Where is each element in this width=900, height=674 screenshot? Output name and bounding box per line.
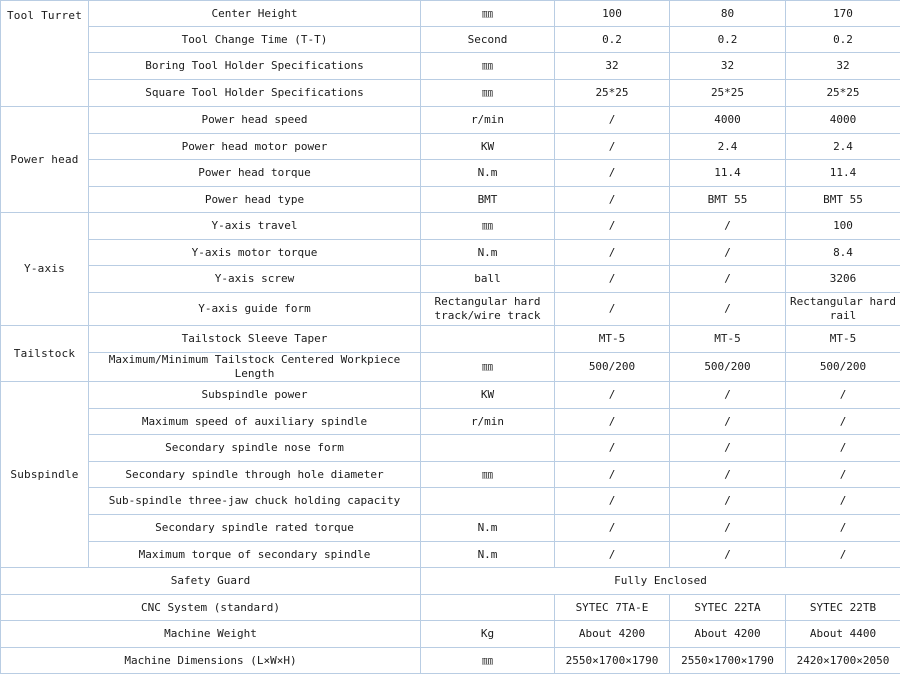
spec-value-1: /	[555, 462, 670, 488]
spec-unit: N.m	[421, 542, 555, 568]
spec-value-3: 8.4	[786, 240, 900, 266]
spec-value-2: /	[670, 542, 786, 568]
table-row	[1, 80, 900, 107]
spec-value-3: 11.4	[786, 160, 900, 187]
spec-unit: N.m	[421, 515, 555, 542]
spec-value-3: 25*25	[786, 80, 900, 107]
spec-value-2: 4000	[670, 107, 786, 134]
spec-unit: Kg	[421, 621, 555, 648]
spec-item: Y-axis screw	[89, 266, 421, 293]
spec-unit: KW	[421, 382, 555, 409]
table-row	[1, 515, 900, 542]
spec-value-3: /	[786, 542, 900, 568]
spec-unit: ball	[421, 266, 555, 293]
spec-value-2: /	[670, 435, 786, 462]
spec-unit: ㎜	[421, 53, 555, 80]
spec-value-2: 2550×1700×1790	[670, 648, 786, 674]
spec-value-1: /	[555, 160, 670, 187]
spec-value-1: /	[555, 409, 670, 435]
spec-value-3: 100	[786, 213, 900, 240]
spec-value-1: /	[555, 107, 670, 134]
spec-item: Sub-spindle three-jaw chuck holding capacity	[89, 488, 421, 515]
table-row	[1, 409, 900, 435]
group-subspindle: Subspindle	[1, 382, 89, 568]
table-row	[1, 648, 900, 674]
spec-value-2: BMT 55	[670, 187, 786, 213]
spec-value-2: /	[670, 266, 786, 293]
spec-value-2: /	[670, 213, 786, 240]
group-tailstock: Tailstock	[1, 326, 89, 382]
spec-value-1: /	[555, 515, 670, 542]
table-row	[1, 240, 900, 266]
spec-value-1: 100	[555, 1, 670, 27]
spec-item: Safety Guard	[1, 568, 421, 595]
spec-value-2: /	[670, 240, 786, 266]
spec-value-1: /	[555, 435, 670, 462]
spec-value-1: /	[555, 488, 670, 515]
spec-item: Power head torque	[89, 160, 421, 187]
spec-value-1: /	[555, 382, 670, 409]
table-row	[1, 160, 900, 187]
spec-item: Power head motor power	[89, 134, 421, 160]
spec-value-2: SYTEC 22TA	[670, 595, 786, 621]
spec-value-3: /	[786, 488, 900, 515]
table-row	[1, 266, 900, 293]
spec-value-1: /	[555, 134, 670, 160]
table-row	[1, 595, 900, 621]
spec-value-3: BMT 55	[786, 187, 900, 213]
spec-value-1: 2550×1700×1790	[555, 648, 670, 674]
spec-item: CNC System (standard)	[1, 595, 421, 621]
spec-value-3: 2.4	[786, 134, 900, 160]
spec-item: Subspindle power	[89, 382, 421, 409]
spec-value-3: MT-5	[786, 326, 900, 353]
spec-unit: Rectangular hard track/wire track	[421, 293, 555, 326]
spec-value-merged: Fully Enclosed	[421, 568, 900, 595]
spec-item: Maximum torque of secondary spindle	[89, 542, 421, 568]
spec-value-2: /	[670, 462, 786, 488]
spec-item: Maximum/Minimum Tailstock Centered Workpiece Length	[89, 353, 421, 382]
table-row	[1, 435, 900, 462]
spec-value-3: 4000	[786, 107, 900, 134]
spec-item: Boring Tool Holder Specifications	[89, 53, 421, 80]
table-row	[1, 107, 900, 134]
table-row	[1, 621, 900, 648]
spec-value-2: 11.4	[670, 160, 786, 187]
spec-unit	[421, 488, 555, 515]
table-row	[1, 542, 900, 568]
group-y-axis: Y-axis	[1, 213, 89, 326]
spec-value-1: 32	[555, 53, 670, 80]
spec-item: Tailstock Sleeve Taper	[89, 326, 421, 353]
spec-item: Machine Weight	[1, 621, 421, 648]
spec-value-1: MT-5	[555, 326, 670, 353]
spec-value-2: 80	[670, 1, 786, 27]
spec-unit: ㎜	[421, 80, 555, 107]
spec-unit: ㎜	[421, 462, 555, 488]
spec-unit: Second	[421, 27, 555, 53]
spec-item: Center Height	[89, 1, 421, 27]
spec-value-3: SYTEC 22TB	[786, 595, 900, 621]
spec-unit	[421, 595, 555, 621]
spec-item: Y-axis motor torque	[89, 240, 421, 266]
spec-unit: N.m	[421, 160, 555, 187]
spec-value-2: /	[670, 293, 786, 326]
spec-value-1: /	[555, 266, 670, 293]
spec-value-2: MT-5	[670, 326, 786, 353]
spec-unit: ㎜	[421, 213, 555, 240]
spec-item: Maximum speed of auxiliary spindle	[89, 409, 421, 435]
table-row	[1, 53, 900, 80]
spec-value-1: /	[555, 240, 670, 266]
spec-value-3: /	[786, 409, 900, 435]
spec-value-1: About 4200	[555, 621, 670, 648]
spec-value-3: 500/200	[786, 353, 900, 382]
group-tool-turret: Tool Turret	[1, 1, 89, 107]
table-row	[1, 293, 900, 326]
spec-item: Secondary spindle rated torque	[89, 515, 421, 542]
table-row	[1, 488, 900, 515]
spec-value-1: /	[555, 293, 670, 326]
spec-value-2: /	[670, 488, 786, 515]
spec-item: Secondary spindle nose form	[89, 435, 421, 462]
spec-value-3: 3206	[786, 266, 900, 293]
spec-value-2: 2.4	[670, 134, 786, 160]
spec-value-2: 25*25	[670, 80, 786, 107]
spec-unit: KW	[421, 134, 555, 160]
spec-item: Square Tool Holder Specifications	[89, 80, 421, 107]
spec-item: Machine Dimensions (L×W×H)	[1, 648, 421, 674]
spec-value-1: 25*25	[555, 80, 670, 107]
spec-value-2: /	[670, 382, 786, 409]
spec-value-3: /	[786, 382, 900, 409]
spec-value-2: 32	[670, 53, 786, 80]
table-row	[1, 134, 900, 160]
spec-item: Secondary spindle through hole diameter	[89, 462, 421, 488]
spec-unit: r/min	[421, 107, 555, 134]
spec-value-2: 500/200	[670, 353, 786, 382]
spec-value-2: /	[670, 409, 786, 435]
spec-value-3: /	[786, 515, 900, 542]
table-row	[1, 326, 900, 353]
spec-unit	[421, 326, 555, 353]
spec-item: Y-axis guide form	[89, 293, 421, 326]
spec-value-1: SYTEC 7TA-E	[555, 595, 670, 621]
spec-value-1: 500/200	[555, 353, 670, 382]
spec-value-2: About 4200	[670, 621, 786, 648]
spec-value-1: 0.2	[555, 27, 670, 53]
table-row	[1, 187, 900, 213]
spec-value-3: 32	[786, 53, 900, 80]
spec-item: Power head type	[89, 187, 421, 213]
spec-value-3: 0.2	[786, 27, 900, 53]
spec-unit: ㎜	[421, 353, 555, 382]
spec-unit: BMT	[421, 187, 555, 213]
table-row	[1, 568, 900, 595]
table-row	[1, 1, 900, 27]
spec-item: Power head speed	[89, 107, 421, 134]
table-row	[1, 213, 900, 240]
spec-unit: ㎜	[421, 648, 555, 674]
spec-item: Tool Change Time (T-T)	[89, 27, 421, 53]
spec-value-3: /	[786, 462, 900, 488]
spec-value-1: /	[555, 542, 670, 568]
spec-item: Y-axis travel	[89, 213, 421, 240]
spec-unit: N.m	[421, 240, 555, 266]
table-row	[1, 353, 900, 382]
spec-value-1: /	[555, 213, 670, 240]
spec-unit	[421, 435, 555, 462]
spec-unit: r/min	[421, 409, 555, 435]
spec-value-1: /	[555, 187, 670, 213]
spec-value-2: /	[670, 515, 786, 542]
spec-value-3: Rectangular hard rail	[786, 293, 900, 326]
table-row	[1, 462, 900, 488]
table-row	[1, 27, 900, 53]
spec-value-3: 2420×1700×2050	[786, 648, 900, 674]
spec-value-3: About 4400	[786, 621, 900, 648]
table-row	[1, 382, 900, 409]
spec-value-3: 170	[786, 1, 900, 27]
spec-unit: ㎜	[421, 1, 555, 27]
spec-value-2: 0.2	[670, 27, 786, 53]
group-power-head: Power head	[1, 107, 89, 213]
spec-value-3: /	[786, 435, 900, 462]
